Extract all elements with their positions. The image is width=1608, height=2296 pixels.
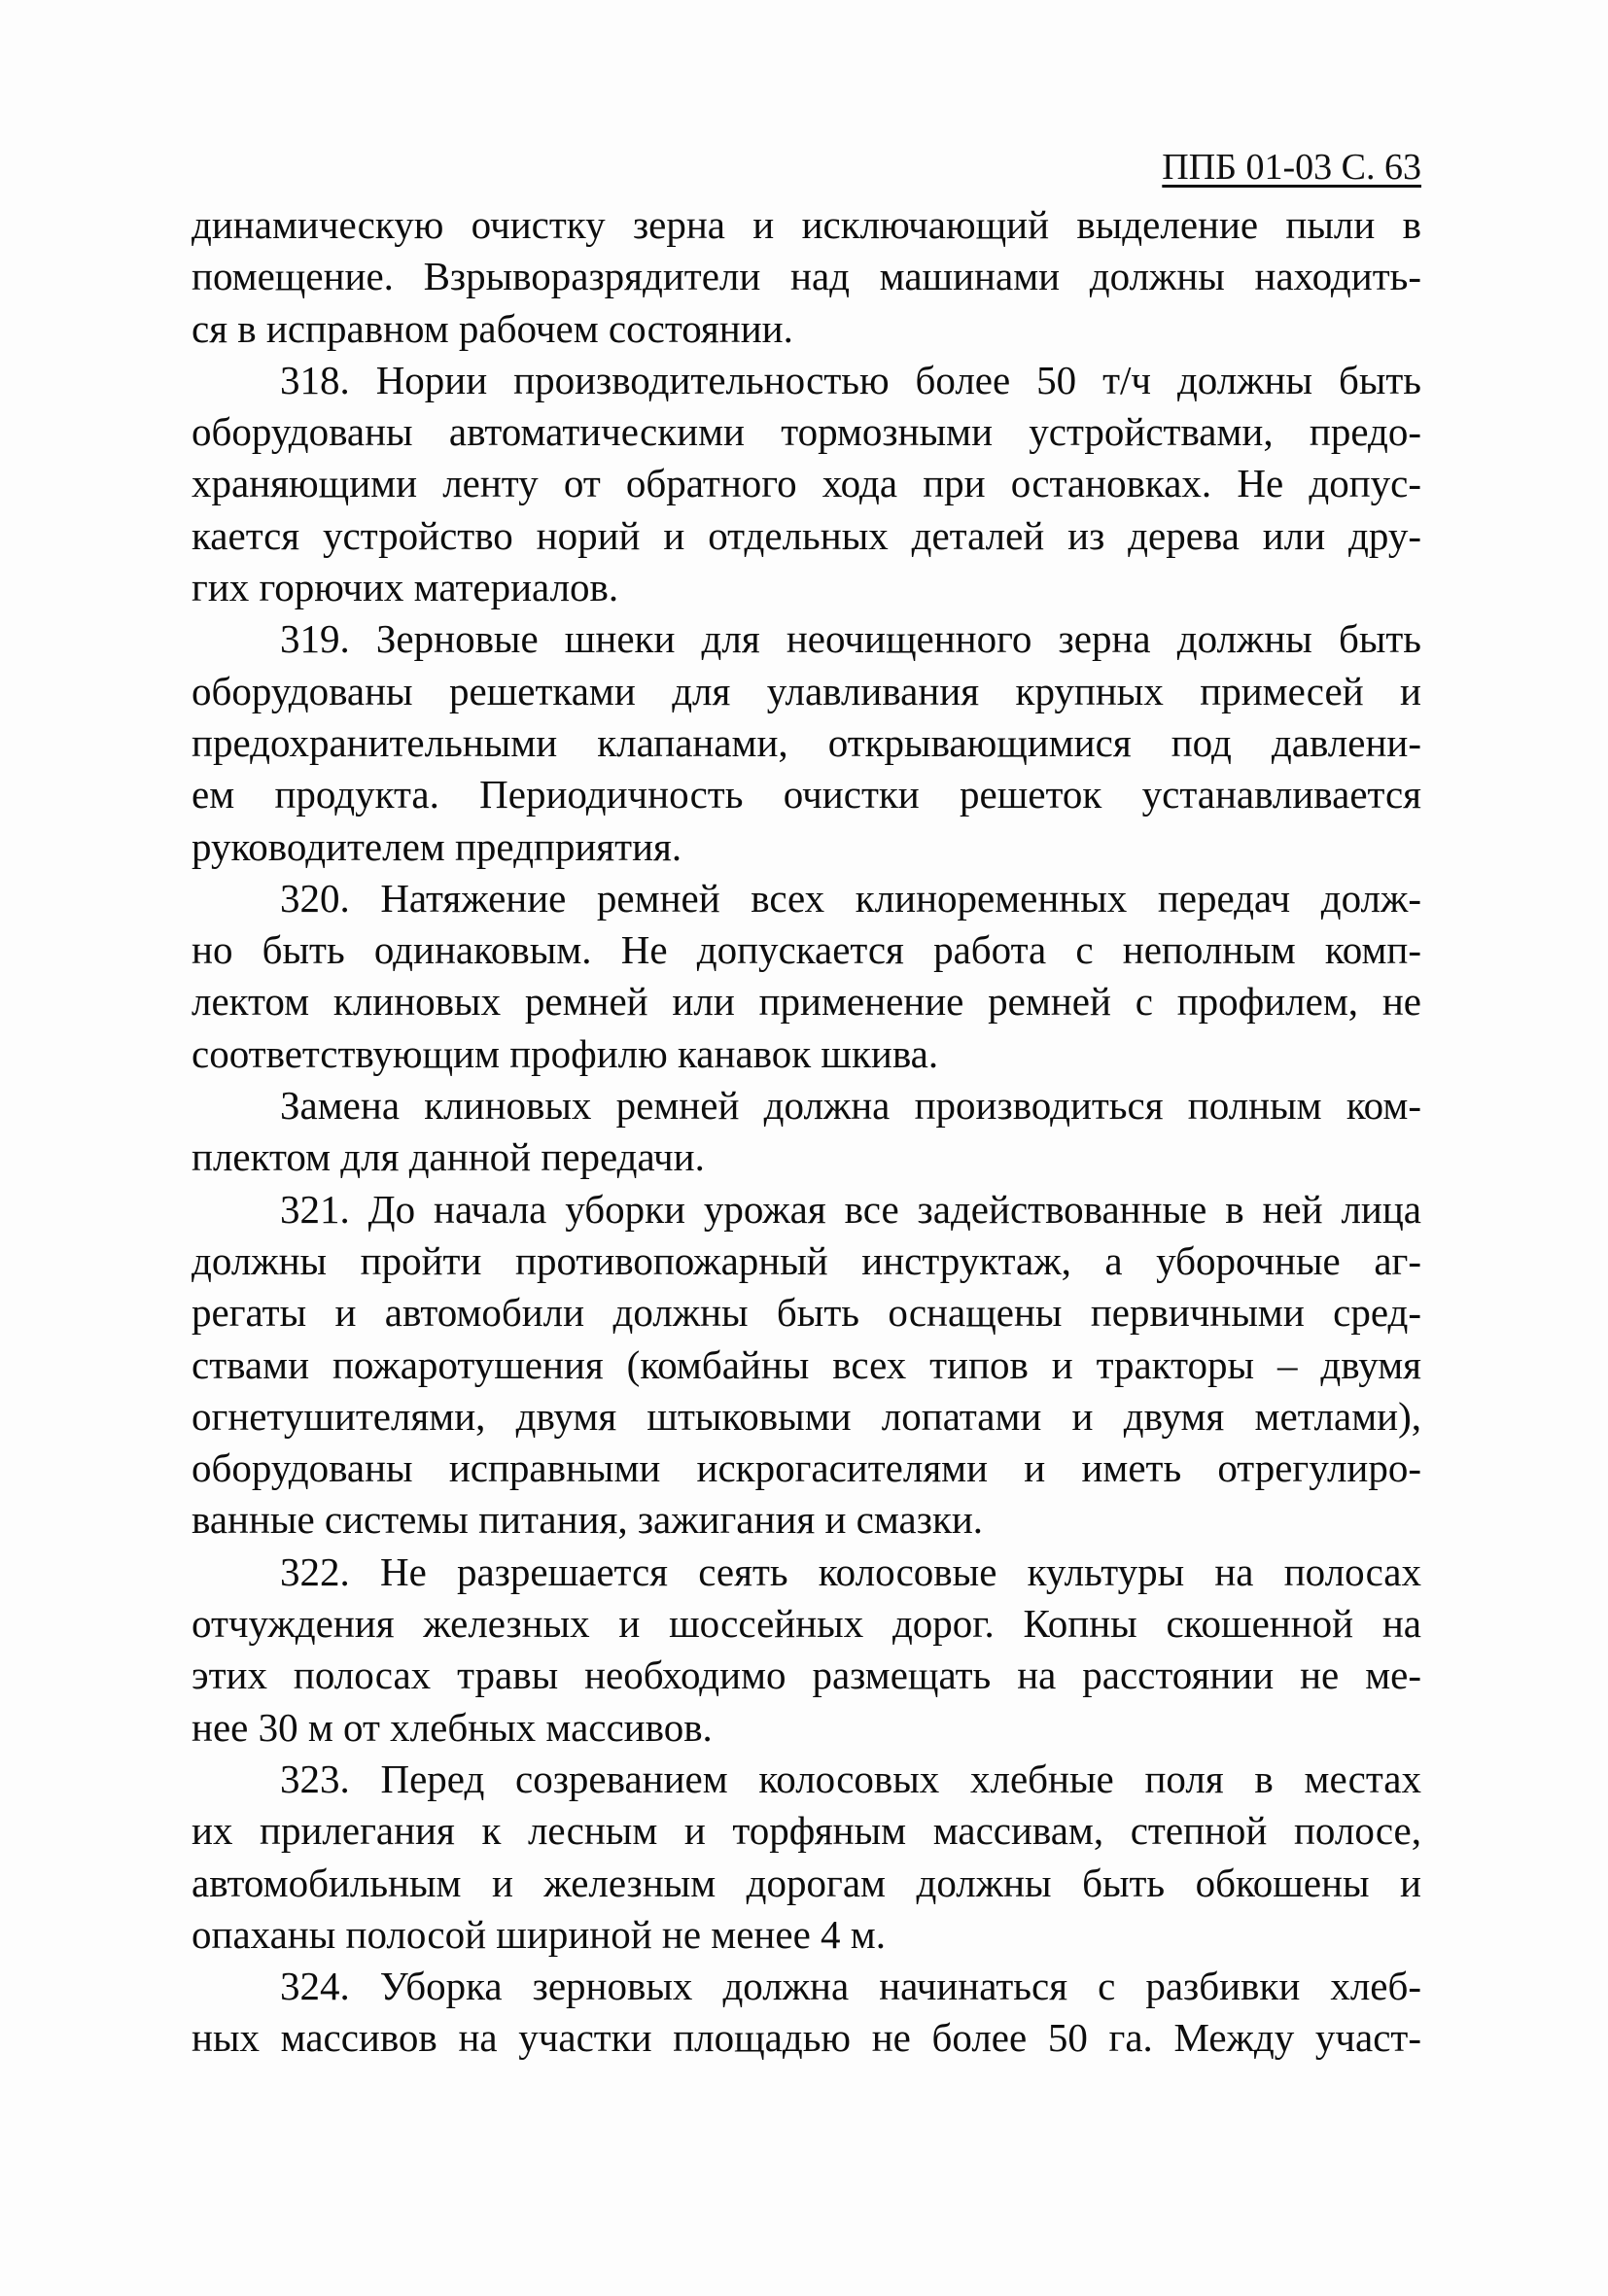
text-line: огнетушителями, двумя штыковыми лопатами и двумя метлами), [192,1393,1421,1439]
text-line: 321. До начала уборки урожая все задействованные в ней лица [280,1186,1421,1232]
text-line: ствами пожаротушения (комбайны всех типов и тракторы – двумя [192,1341,1421,1387]
text-line: 319. Зерновые шнеки для неочищенного зерна должны быть [280,616,1421,662]
text-line: руководителем предприятия. [192,823,682,869]
text-line: динамическую очистку зерна и исключающий выделение пыли в [192,202,1421,247]
text-line: регаты и автомобили должны быть оснащены первичными сред- [192,1290,1421,1336]
text-line: 320. Натяжение ремней всех клиноременных передач долж- [280,875,1421,921]
text-line: помещение. Взрыворазрядители над машинами должны находить- [192,254,1421,299]
text-line: оборудованы решетками для улавливания крупных примесей и [192,668,1421,713]
text-line: ем продукта. Периодичность очистки решеток устанавливается [192,772,1421,818]
text-line: но быть одинаковым. Не допускается работа с неполным комп- [192,927,1421,973]
text-line: опаханы полосой шириной не менее 4 м. [192,1911,886,1957]
text-line: должны пройти противопожарный инструктаж, а уборочные аг- [192,1237,1421,1283]
text-line: предохранительными клапанами, открывающимися под давлени- [192,719,1421,765]
text-line: 323. Перед созреванием колосовых хлебные поля в местах [280,1756,1421,1801]
text-line: плектом для данной передачи. [192,1134,705,1180]
text-line: их прилегания к лесным и торфяным массивам, степной полосе, [192,1808,1421,1854]
text-line: ванные системы питания, зажигания и смазки. [192,1497,984,1543]
text-line: оборудованы исправными искрогасителями и иметь отрегулиро- [192,1445,1421,1491]
text-line: храняющими ленту от обратного хода при остановках. Не допус- [192,461,1421,506]
body-text [192,199,1421,2065]
text-line: автомобильным и железным дорогам должны быть обкошены и [192,1860,1421,1905]
text-line: 318. Нории производительностью более 50 т/ч должны быть [280,357,1421,402]
text-line: 322. Не разрешается сеять колосовые культуры на полосах [280,1548,1421,1594]
text-line: гих горючих материалов. [192,565,619,610]
text-line: отчуждения железных и шоссейных дорог. Копны скошенной на [192,1601,1421,1647]
text-line: нее 30 м от хлебных массивов. [192,1704,713,1750]
page-header: ППБ 01-03 С. 63 [1162,147,1421,188]
text-line: 324. Уборка зерновых должна начинаться с разбивки хлеб- [280,1964,1421,2009]
text-line: оборудованы автоматическими тормозными устройствами, предо- [192,409,1421,455]
text-line: ся в исправном рабочем состоянии. [192,305,793,351]
text-line: соответствующим профилю канавок шкива. [192,1030,939,1076]
text-line: кается устройство норий и отдельных деталей из дерева или дру- [192,512,1421,558]
text-line: этих полосах травы необходимо размещать на расстоянии не ме- [192,1652,1421,1698]
text-line: лектом клиновых ремней или применение ремней с профилем, не [192,979,1421,1025]
text-line: ных массивов на участки площадью не более 50 га. Между участ- [192,2015,1421,2061]
text-line: Замена клиновых ремней должна производиться полным ком- [280,1083,1421,1129]
